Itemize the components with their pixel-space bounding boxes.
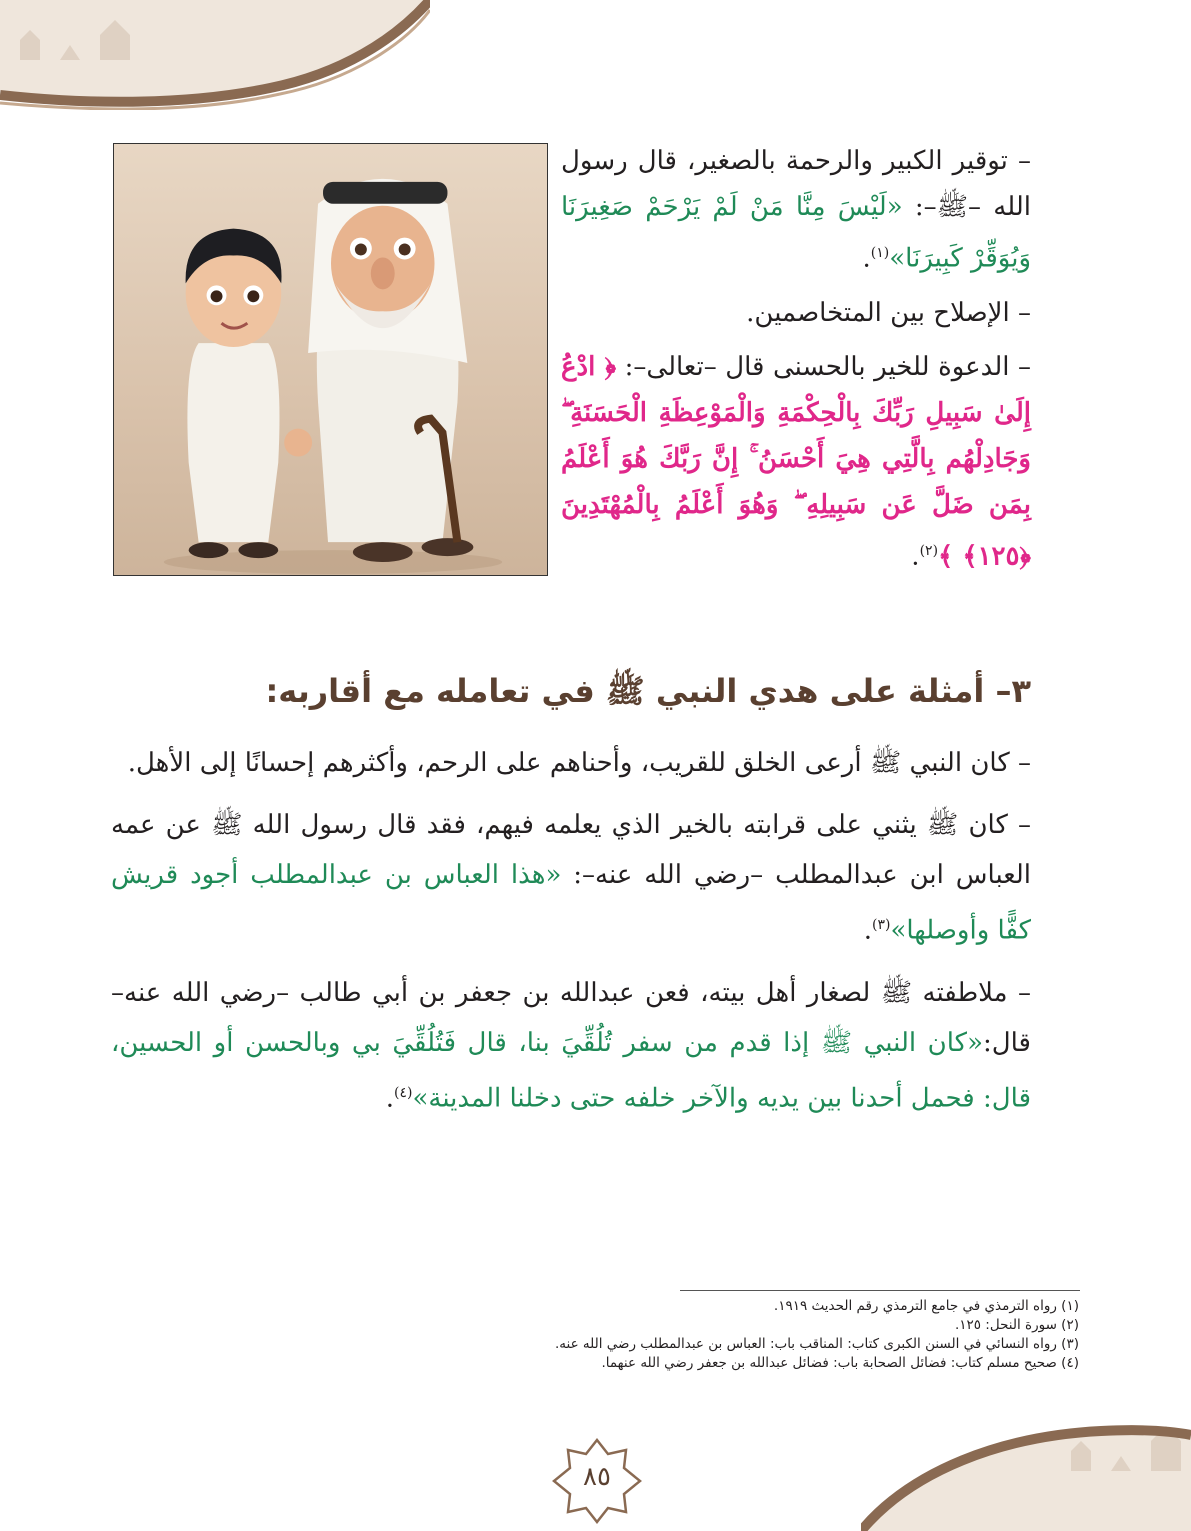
footnote-3: (٣) رواه النسائي في السنن الكبرى كتاب: المناقب باب: العباس بن عبدالمطلب رضي الله عنه.: [554, 1336, 1079, 1352]
hadith-quote-2: «هذا العباس بن عبدالمطلب أجود قريش كفًّا وأوصلها»: [111, 860, 1031, 946]
section-title: ٣– أمثلة على هدي النبي ﷺ في تعامله مع أقاربه:: [265, 672, 1031, 710]
footnote-ref-3: (٣): [871, 917, 891, 933]
top-text-block: [561, 138, 1031, 587]
footnote-divider: [680, 1290, 1080, 1291]
top-left-mosque-ornament: [0, 0, 430, 110]
page-number: ٨٥: [583, 1462, 611, 1492]
footnotes: [379, 1297, 1079, 1373]
item-invitation: – الدعوة للخير بالحسنى قال –تعالى–: ﴿ ادْعُ إِلَىٰ سَبِيلِ رَبِّكَ بِالْحِكْمَةِ وَالْمَوْعِظَةِ الْحَسَنَةِ ۖ وَجَادِلْهُم بِالَّتِي هِيَ أَحْسَنُ ۚ إِنَّ رَبَّكَ هُوَ أَعْلَمُ بِمَن ضَلَّ عَن سَبِيلِهِ ۖ وَهُوَ أَعْلَمُ بِالْمُهْتَدِينَ ﴿١٢٥﴾ ﴾$^{(٢)}$.: [561, 351, 1031, 572]
paragraph-3: – ملاطفته ﷺ لصغار أهل بيته، فعن عبدالله بن جعفر بن أبي طالب –رضي الله عنه– قال:«كان النبي ﷺ إذا قدم من سفر تُلُقِّيَ بنا، قال فَتُلُقِّيَ بي وبالحسن أو الحسين، قال: فحمل أحدنا بين يديه والآخر خلفه حتى دخلنا المدينة»$^{(٤)}$.: [111, 977, 1031, 1114]
item-respect-elders: – توقير الكبير والرحمة بالصغير، قال رسول الله –ﷺ–: «لَيْسَ مِنَّا مَنْ لَمْ يَرْحَمْ صَغِيرَنَا وَيُوَقِّرْ كَبِيرَنَا»$^{(١)}$.: [561, 146, 1031, 274]
quran-verse: ﴿ ادْعُ إِلَىٰ سَبِيلِ رَبِّكَ بِالْحِكْمَةِ وَالْمَوْعِظَةِ الْحَسَنَةِ ۖ وَجَادِلْهُم بِالَّتِي هِيَ أَحْسَنُ ۚ إِنَّ رَبَّكَ هُوَ أَعْلَمُ بِمَن ضَلَّ عَن سَبِيلِهِ ۖ وَهُوَ أَعْلَمُ بِالْمُهْتَدِينَ ﴿١٢٥﴾ ﴾: [561, 351, 1031, 572]
item-reconciliation: – الإصلاح بين المتخاصمين.: [746, 297, 1031, 328]
hadith-quote: «لَيْسَ مِنَّا مَنْ لَمْ يَرْحَمْ صَغِيرَنَا وَيُوَقِّرْ كَبِيرَنَا»: [561, 192, 1031, 274]
grandfather-boy-illustration: [113, 143, 548, 576]
footnote-ref-2: (٢): [919, 542, 939, 559]
paragraph-1: – كان النبي ﷺ أرعى الخلق للقريب، وأحناهم على الرحم، وأكثرهم إحسانًا إلى الأهل.: [127, 748, 1031, 778]
footnote-2: (٢) سورة النحل: ١٢٥.: [954, 1317, 1079, 1333]
footnote-ref-4: (٤): [394, 1084, 413, 1101]
footnote-4: (٤) صحيح مسلم كتاب: فضائل الصحابة باب: فضائل عبدالله بن جعفر رضي الله عنهما.: [601, 1355, 1079, 1371]
footnote-1: (١) رواه الترمذي في جامع الترمذي رقم الحديث ١٩١٩.: [773, 1298, 1079, 1314]
hadith-quote-3: «كان النبي ﷺ إذا قدم من سفر تُلُقِّيَ بنا، قال فَتُلُقِّيَ بي وبالحسن أو الحسين، قال: فحمل أحدنا بين يديه والآخر خلفه حتى دخلنا المدينة»: [111, 1027, 1031, 1114]
footnote-ref-1: (١): [870, 245, 890, 261]
body-text-block: [111, 738, 1031, 1135]
page-number-badge: [552, 1438, 642, 1524]
paragraph-2: – كان ﷺ يثني على قرابته بالخير الذي يعلمه فيهم، فقد قال رسول الله ﷺ عن عمه العباس ابن عبدالمطلب –رضي الله عنه–: «هذا العباس بن عبدالمطلب أجود قريش كفًّا وأوصلها»$^{(٣)}$.: [111, 810, 1031, 946]
bottom-right-mosque-ornament: [861, 1411, 1191, 1531]
